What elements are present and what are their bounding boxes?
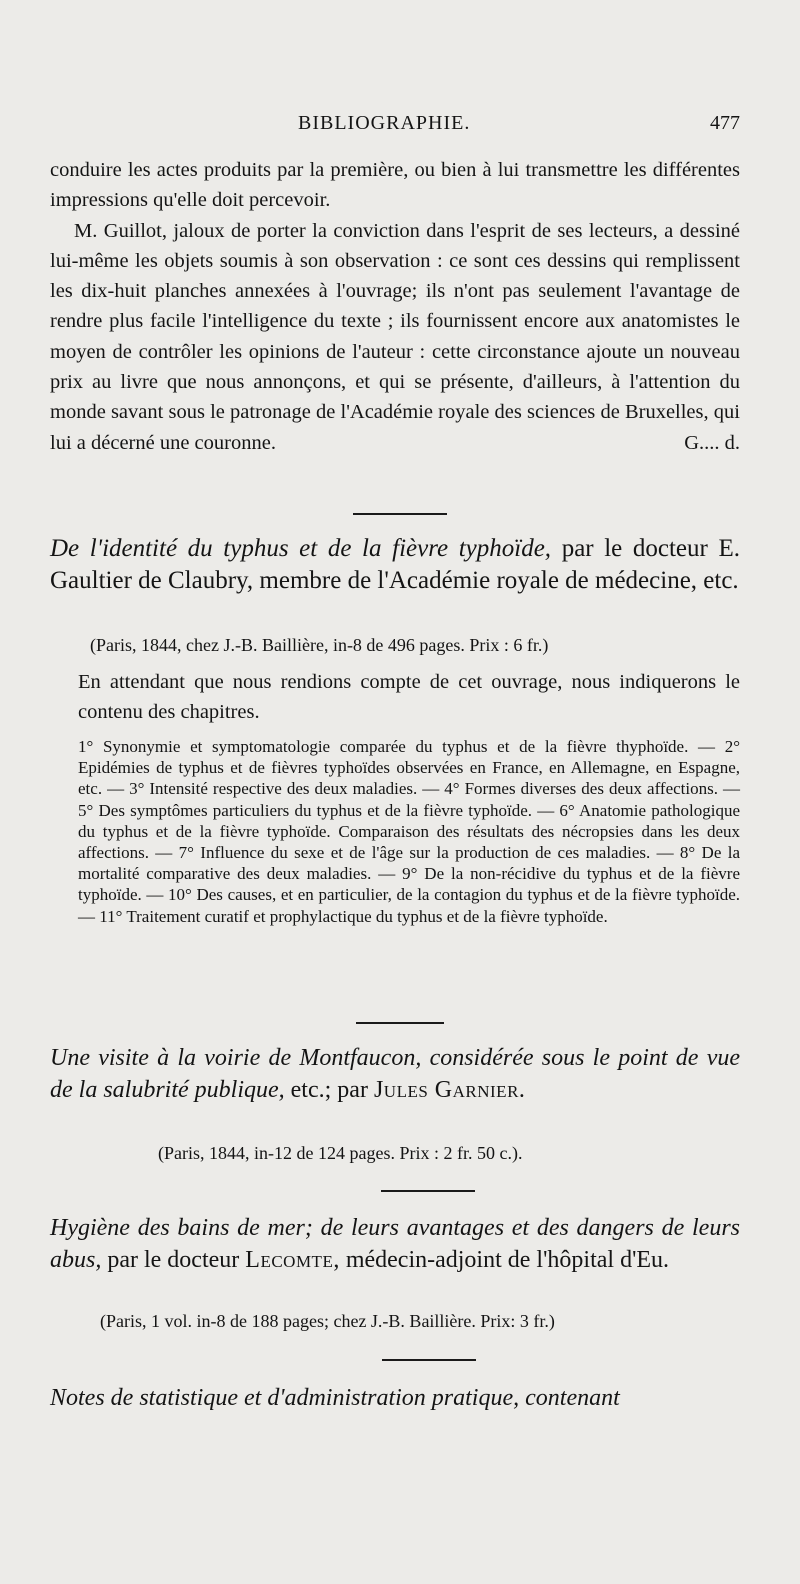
entry-2-author: Jules Garnier. (373, 1077, 526, 1103)
entry-4-title (50, 1382, 740, 1414)
entry-1-text (78, 667, 740, 728)
page-header (50, 112, 740, 142)
entry-3-title-italic: Hygiène des bains de mer; de leurs avantages et des dangers de leurs abus, (50, 1215, 740, 1273)
entry-3-title-end: médecin-adjoint de l'hôpital d'Eu. (345, 1247, 670, 1273)
entry-2-title-rest: etc.; par (290, 1077, 368, 1103)
entry-1-title (50, 533, 740, 597)
entry-4-title-italic: Notes de statistique et d'administration pratique, contenant (50, 1385, 620, 1411)
intro-paragraph-2-text: M. Guillot, jaloux de porter la conviction dans l'esprit de ses lecteurs, a dessiné lui-même les objets soumis à son observation : ce sont ces dessins qui remplissent les dix-huit planches annexées à l'ouvrage; ils n'ont pas seulement l'avantage de rendre plus facile l'intelligence du texte ; ils fournissent encore aux anatomistes le moyen de contrôler les opinions de l'auteur : cette circonstance ajoute un nouveau prix au livre que nous annonçons, et qui se présente, d'ailleurs, à l'attention du monde savant sous le patronage de l'Académie royale des sciences de Bruxelles, qui lui a décerné une couronne. (50, 219, 740, 454)
entry-3-title-rest: par le docteur (107, 1247, 240, 1273)
entry-1-chapter-list: 1° Synonymie et symptomatologie comparée du typhus et de la fièvre thyphoïde. — 2° Epidémies de typhus et de fièvres typhoïdes observées en France, en Allemagne, en Espagne, etc. — 3° Intensité respective des deux maladies. — 4° Formes diverses des deux affections. — 5° Des symptômes particuliers du typhus et de la fièvre typhoïde. — 6° Anatomie pathologique du typhus et de la fièvre typhoïde. Comparaison des résultats des nécropsies dans les deux affections. — 7° Influence du sexe et de l'âge sur la production de ces maladies. — 8° De la mortalité comparative des deux maladies. — 9° De la non-récidive du typhus et de la fièvre typhoïde. — 10° Des causes, et en particulier, de la contagion du typhus et de la fièvre typhoïde. — 11° Traitement curatif et prophylactique du typhus et de la fièvre typhoïde. (78, 737, 740, 926)
intro-paragraph-2 (50, 216, 740, 458)
entry-1-title-rest: par le docteur E. Gaultier de Claubry, membre de l'Académie royale de médecine, etc. (50, 535, 740, 594)
section-divider-3 (381, 1190, 475, 1192)
entry-2-title (50, 1042, 740, 1106)
running-title: BIBLIOGRAPHIE. (298, 112, 471, 134)
section-divider-1 (353, 513, 447, 515)
entry-2-bibliographic-info: (Paris, 1844, in-12 de 124 pages. Prix : 2 fr. 50 c.). (158, 1143, 523, 1163)
review-signature: G.... d. (684, 431, 740, 454)
section-divider-4 (382, 1359, 476, 1361)
intro-section (50, 155, 740, 458)
entry-1-title-italic: De l'identité du typhus et de la fièvre typhoïde, (50, 535, 552, 562)
entry-3-author: Lecomte, (245, 1247, 340, 1273)
entry-1-bibliographic-info: (Paris, 1844, chez J.-B. Baillière, in-8 de 496 pages. Prix : 6 fr.) (90, 635, 549, 655)
entry-1-chapters (78, 736, 740, 927)
entry-3-title (50, 1212, 740, 1276)
section-divider-2 (356, 1022, 444, 1024)
intro-paragraph-1: conduire les actes produits par la première, ou bien à lui transmettre les différentes impressions qu'elle doit percevoir. (50, 159, 740, 212)
page-number: 477 (710, 112, 740, 134)
entry-2-title-italic: Une visite à la voirie de Montfaucon, considérée sous le point de vue de la salubrité publique, (50, 1045, 740, 1103)
entry-3-bibliographic-info: (Paris, 1 vol. in-8 de 188 pages; chez J.-B. Baillière. Prix: 3 fr.) (100, 1311, 555, 1331)
entry-1-intro: En attendant que nous rendions compte de cet ouvrage, nous indiquerons le contenu des chapitres. (78, 671, 740, 724)
